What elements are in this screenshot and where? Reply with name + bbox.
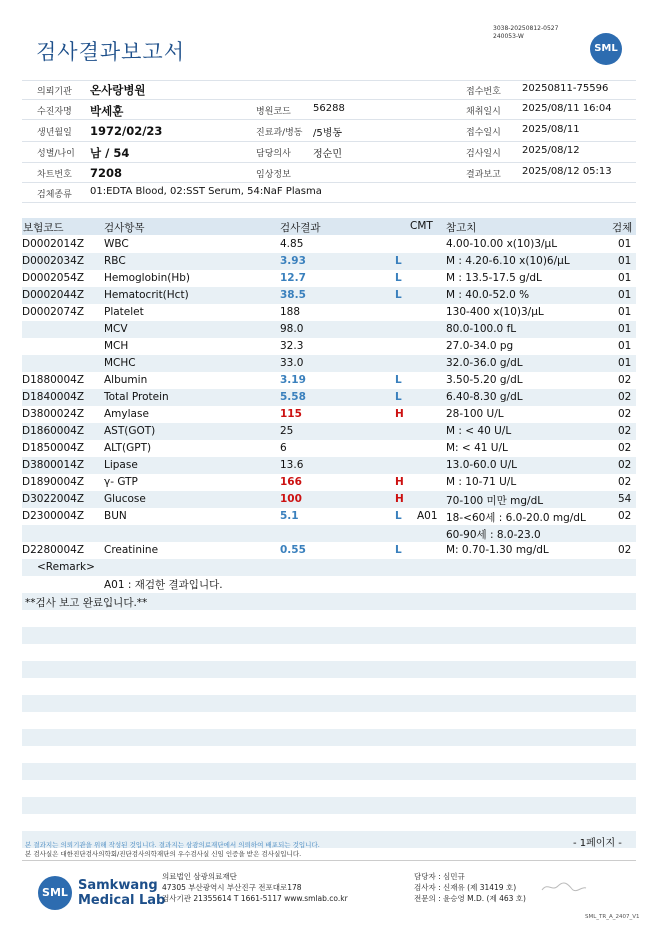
cell-ref: 27.0-34.0 pg (446, 340, 514, 352)
cell-name: Albumin (104, 374, 148, 386)
cell-name: Hemoglobin(Hb) (104, 272, 191, 284)
cell-ref: M : < 40 U/L (446, 425, 512, 437)
cell-cmt: A01 (417, 510, 438, 522)
birth-label: 생년월일 (37, 128, 72, 138)
table-row (22, 474, 636, 491)
staff-info (414, 871, 526, 904)
cell-spec: 02 (618, 408, 632, 420)
cell-result: 0.55 (280, 544, 306, 556)
divider (22, 119, 636, 120)
report-done-text: **검사 보고 완료입니다.** (25, 597, 148, 609)
empty-band (22, 729, 636, 746)
chart-value: 7208 (90, 166, 123, 180)
cell-result: 166 (280, 476, 302, 488)
cell-spec: 01 (618, 255, 632, 267)
cell-spec: 54 (618, 493, 632, 505)
cell-code: D3800024Z (22, 408, 85, 420)
table-row (22, 457, 636, 474)
cell-name: ALT(GPT) (104, 442, 152, 454)
notice-line-1: 본 결과지는 의뢰기관을 위해 작성된 것입니다. 결과지는 삼광의료재단에서 의뢰하여 배포되는 것입니다. (25, 841, 320, 849)
cell-result: 5.58 (280, 391, 306, 403)
cell-result: 115 (280, 408, 302, 420)
chart-label: 차트번호 (37, 170, 72, 180)
cell-ref: 3.50-5.20 g/dL (446, 374, 523, 386)
cell-ref: 32.0-36.0 g/dL (446, 357, 523, 369)
column-header-cmt: CMT (410, 220, 433, 232)
clinical-label: 임상정보 (256, 170, 291, 180)
staff-line: 담당자 : 심민규 (414, 872, 465, 881)
empty-band (22, 695, 636, 712)
cell-spec: 01 (618, 272, 632, 284)
cell-spec: 02 (618, 510, 632, 522)
cell-flag: H (395, 408, 404, 420)
cell-code: D3022004Z (22, 493, 85, 505)
birth-value: 1972/02/23 (90, 124, 163, 138)
table-row (22, 423, 636, 440)
patient-label: 수진자명 (37, 107, 72, 117)
institution-value: 온사랑병원 (90, 83, 146, 97)
cell-spec: 01 (618, 340, 632, 352)
cell-ref: M: 0.70-1.30 mg/dL (446, 544, 549, 556)
table-row (22, 355, 636, 372)
cell-ref: 80.0-100.0 fL (446, 323, 517, 335)
cell-name: MCV (104, 323, 128, 335)
org-line: 검사기관 21355614 T 1661-5117 www.smlab.co.kr (162, 894, 348, 903)
remark-band (22, 559, 636, 576)
table-row (22, 253, 636, 270)
dept-value: /5병동 (313, 128, 343, 139)
table-row (22, 270, 636, 287)
cell-name: WBC (104, 238, 129, 250)
table-row (22, 304, 636, 321)
table-row (22, 389, 636, 406)
cell-spec: 02 (618, 544, 632, 556)
doctor-label: 담당의사 (256, 149, 291, 159)
institution-label: 의뢰기관 (37, 87, 72, 97)
cell-spec: 02 (618, 425, 632, 437)
document-id-line-2: 240053-W (493, 33, 524, 40)
cell-result: 38.5 (280, 289, 306, 301)
cell-name: Platelet (104, 306, 144, 318)
cell-code: D0002074Z (22, 306, 85, 318)
cell-ref: 6.40-8.30 g/dL (446, 391, 523, 403)
cell-name: Creatinine (104, 544, 159, 556)
brand-name (78, 878, 165, 908)
table-row (22, 440, 636, 457)
cell-flag: L (395, 255, 402, 267)
cell-result: 13.6 (280, 459, 304, 471)
cell-name: AST(GOT) (104, 425, 156, 437)
cell-result: 5.1 (280, 510, 299, 522)
cell-ref: 28-100 U/L (446, 408, 504, 420)
remark-text: A01 : 재검한 결과입니다. (104, 579, 223, 591)
divider (22, 80, 636, 81)
table-row (22, 236, 636, 253)
empty-band (22, 797, 636, 814)
doctor-value: 정순민 (313, 149, 342, 160)
column-header-name: 검사항목 (104, 222, 145, 234)
cell-flag: L (395, 289, 402, 301)
table-row (22, 287, 636, 304)
cell-ref: 60-90세 : 8.0-23.0 (446, 529, 541, 541)
cell-ref: M : 4.20-6.10 x(10)6/μL (446, 255, 570, 267)
footer-divider (22, 860, 636, 861)
table-row (22, 508, 636, 525)
table-row (22, 491, 636, 508)
table-row (22, 372, 636, 389)
document-id-line-1: 3038-20250812-0527 (493, 25, 559, 32)
cell-ref: 13.0-60.0 U/L (446, 459, 517, 471)
cell-code: D1840004Z (22, 391, 85, 403)
cell-result: 32.3 (280, 340, 304, 352)
cell-name: Total Protein (104, 391, 169, 403)
empty-band (22, 627, 636, 644)
cell-code: D2280004Z (22, 544, 85, 556)
table-row (22, 321, 636, 338)
cell-name: RBC (104, 255, 126, 267)
document-id (493, 25, 558, 41)
receipt-no-label: 접수번호 (466, 87, 501, 97)
cell-spec: 01 (618, 289, 632, 301)
cell-code: D0002054Z (22, 272, 85, 284)
cell-name: MCHC (104, 357, 136, 369)
cell-ref: 130-400 x(10)3/μL (446, 306, 544, 318)
form-code: SML_TR_A_2407_V1 (585, 914, 640, 920)
empty-band (22, 763, 636, 780)
cell-spec: 02 (618, 391, 632, 403)
divider (22, 202, 636, 203)
test-date-value: 2025/08/12 (522, 145, 580, 156)
staff-line: 검사자 : 신재유 (제 31419 호) (414, 883, 517, 892)
cell-spec: 02 (618, 374, 632, 386)
cell-spec: 01 (618, 238, 632, 250)
table-row (22, 525, 636, 542)
page-title: 검사결과보고서 (36, 40, 186, 64)
cell-name: Hematocrit(Hct) (104, 289, 189, 301)
cell-spec: 02 (618, 459, 632, 471)
receipt-no-value: 20250811-75596 (522, 83, 609, 94)
cell-result: 25 (280, 425, 294, 437)
report-value: 2025/08/12 05:13 (522, 166, 612, 177)
cell-result: 12.7 (280, 272, 306, 284)
cell-code: D1850004Z (22, 442, 85, 454)
receipt-date-label: 접수일시 (466, 128, 501, 138)
divider (22, 162, 636, 163)
report-label: 결과보고 (466, 170, 501, 180)
test-date-label: 검사일시 (466, 149, 501, 159)
cell-spec: 01 (618, 357, 632, 369)
remark-label: <Remark> (37, 561, 95, 573)
cell-ref: 4.00-10.00 x(10)3/μL (446, 238, 558, 250)
divider (22, 99, 636, 100)
cell-result: 4.85 (280, 238, 304, 250)
column-header-code: 보험코드 (23, 222, 64, 234)
cell-flag: H (395, 476, 404, 488)
cell-ref: 70-100 미만 mg/dL (446, 495, 544, 507)
organization-info (162, 871, 348, 904)
cell-name: Lipase (104, 459, 138, 471)
cell-spec: 01 (618, 323, 632, 335)
receipt-date-value: 2025/08/11 (522, 124, 580, 135)
cell-code: D3800014Z (22, 459, 85, 471)
sml-logo-icon: SML (590, 33, 622, 65)
cell-code: D1890004Z (22, 476, 85, 488)
cell-ref: M : 13.5-17.5 g/dL (446, 272, 542, 284)
divider (22, 182, 636, 183)
hospital-code-label: 병원코드 (256, 107, 291, 117)
specimen-value: 01:EDTA Blood, 02:SST Serum, 54:NaF Plasma (90, 186, 322, 197)
org-line: 47305 부산광역시 부산진구 전포대로178 (162, 883, 302, 892)
patient-value: 박세훈 (90, 104, 124, 118)
cell-ref: M : 10-71 U/L (446, 476, 517, 488)
cell-code: D1880004Z (22, 374, 85, 386)
cell-flag: L (395, 510, 402, 522)
cell-ref: 18-<60세 : 6.0-20.0 mg/dL (446, 512, 586, 524)
cell-flag: L (395, 272, 402, 284)
cell-name: Amylase (104, 408, 149, 420)
collection-value: 2025/08/11 16:04 (522, 103, 612, 114)
notice-line-2: 본 검사실은 대한진단검사의학회/진단검사의학재단의 우수검사실 신임 인증을 받은 검사실입니다. (25, 850, 302, 858)
cell-flag: L (395, 391, 402, 403)
cell-code: D1860004Z (22, 425, 85, 437)
collection-label: 채취일시 (466, 107, 501, 117)
cell-result: 188 (280, 306, 301, 318)
cell-result: 3.93 (280, 255, 306, 267)
empty-band (22, 661, 636, 678)
table-row (22, 542, 636, 559)
cell-result: 33.0 (280, 357, 304, 369)
cell-flag: L (395, 544, 402, 556)
sml-brand-icon: SML (38, 876, 72, 910)
cell-code: D2300004Z (22, 510, 85, 522)
cell-name: γ- GTP (104, 476, 138, 488)
sex-age-value: 남 / 54 (90, 146, 130, 160)
page-number: - 1페이지 - (573, 838, 622, 849)
column-header-ref: 참고치 (446, 222, 477, 234)
cell-code: D0002044Z (22, 289, 85, 301)
cell-name: Glucose (104, 493, 146, 505)
specimen-label: 검체종류 (37, 190, 72, 200)
sex-age-label: 성별/나이 (37, 149, 75, 159)
cell-spec: 02 (618, 442, 632, 454)
staff-line: 전문의 : 윤승영 M.D. (제 463 호) (414, 894, 526, 903)
org-line: 의료법인 삼광의료재단 (162, 872, 237, 881)
brand-line-1: Samkwang (78, 878, 158, 893)
cell-name: BUN (104, 510, 127, 522)
divider (22, 141, 636, 142)
cell-flag: L (395, 374, 402, 386)
brand-line-2: Medical Lab (78, 893, 166, 908)
cell-flag: H (395, 493, 404, 505)
cell-spec: 01 (618, 306, 632, 318)
cell-spec: 02 (618, 476, 632, 488)
cell-result: 6 (280, 442, 287, 454)
hospital-code-value: 56288 (313, 103, 345, 114)
cell-code: D0002014Z (22, 238, 85, 250)
dept-label: 진료과/병동 (256, 128, 303, 138)
cell-ref: M : 40.0-52.0 % (446, 289, 530, 301)
cell-result: 3.19 (280, 374, 306, 386)
cell-result: 100 (280, 493, 302, 505)
column-header-spec: 검체 (612, 222, 633, 234)
cell-ref: M: < 41 U/L (446, 442, 508, 454)
cell-result: 98.0 (280, 323, 304, 335)
column-header-result: 검사결과 (280, 222, 321, 234)
cell-name: MCH (104, 340, 129, 352)
cell-code: D0002034Z (22, 255, 85, 267)
signature-icon (540, 880, 588, 894)
table-row (22, 406, 636, 423)
table-row (22, 338, 636, 355)
